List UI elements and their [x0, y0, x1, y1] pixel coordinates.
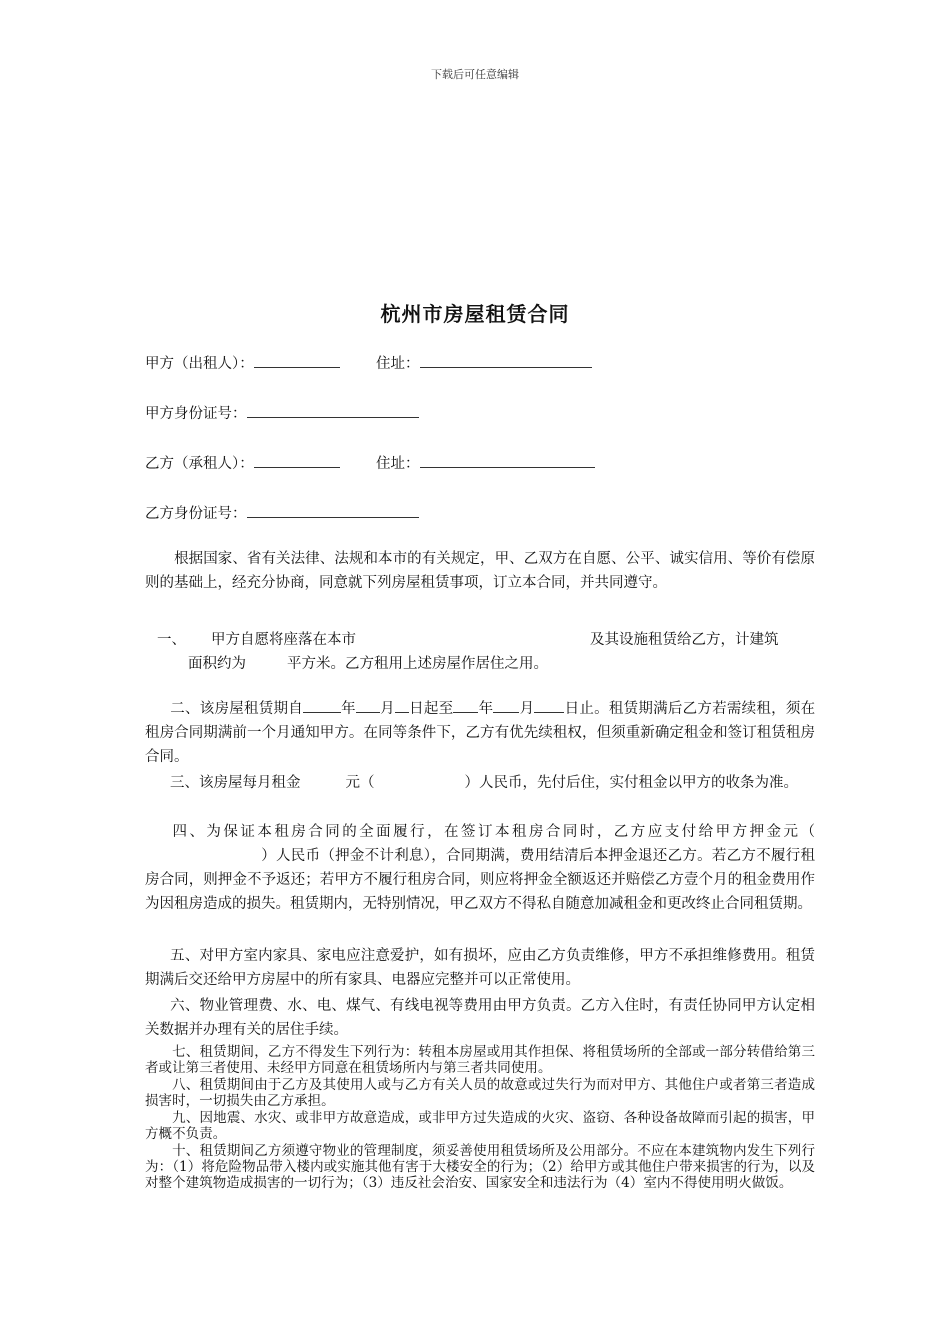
start-day-blank[interactable] [395, 698, 409, 713]
party-a-label: 甲方（出租人）： [145, 356, 254, 372]
end-month-blank[interactable] [493, 698, 519, 713]
clause-10: 十、租赁期间乙方须遵守物业的管理制度，须妥善使用租赁场所及公用部分。不应在本建筑物内发生下列行为：（1）将危险物品带入楼内或实施其他有害于大楼安全的行为；（2）给甲方或其他住户带来损害的行为，以及对整个建筑物造成损害的一切行为；（3）违反社会治安、国家安全和违法行为（4）室内不得使用明火做饭。 [145, 1143, 815, 1191]
start-year-blank[interactable] [303, 698, 341, 713]
clause-8: 八、租赁期间由于乙方及其使用人或与乙方有关人员的故意或过失行为而对甲方、其他住户或者第三者造成损害时，一切损失由乙方承担。 [145, 1077, 815, 1109]
header-note: 下载后可任意编辑 [431, 68, 519, 81]
party-b-row [145, 452, 340, 473]
party-a-row [145, 352, 340, 373]
party-a-id-row [145, 402, 419, 423]
party-a-address-label: 住址： [376, 356, 420, 372]
party-b-address-row [376, 452, 595, 473]
clause-1-num: 一、 [157, 632, 186, 648]
party-b-address-label: 住址： [376, 456, 420, 472]
party-b-id-label: 乙方身份证号： [145, 506, 247, 522]
party-a-address-row [376, 352, 592, 373]
clause-5: 五、对甲方室内家具、家电应注意爱护，如有损坏，应由乙方负责维修，甲方不承担维修费用。租赁期满后交还给甲方房屋中的所有家具、电器应完整并可以正常使用。 [145, 948, 815, 988]
clause-6: 六、物业管理费、水、电、煤气、有线电视等费用由甲方负责。乙方入住时，有责任协同甲方认定相关数据并办理有关的居住手续。 [145, 998, 815, 1038]
party-a-blank[interactable] [254, 353, 340, 368]
start-month-blank[interactable] [356, 698, 380, 713]
clause-9: 九、因地震、水灾、或非甲方故意造成，或非甲方过失造成的火灾、盗窃、各种设备故障而引起的损害，甲方概不负责。 [145, 1110, 815, 1142]
party-a-address-blank[interactable] [420, 353, 592, 368]
party-a-id-label: 甲方身份证号： [145, 406, 247, 422]
clause-2: 二、该房屋租赁期自 年 月 日起至 年 月 日止。租赁期满后乙方若需续租，须在租房合同期满前一个月通知甲方。在同等条件下，乙方有优先续租权，但须重新确定租金和签订租赁租房合同。 [145, 697, 815, 769]
clause-3: 三、该房屋每月租金 元（ ）人民币，先付后住，实付租金以甲方的收条为准。 [170, 775, 798, 791]
end-year-blank[interactable] [453, 698, 478, 713]
party-b-address-blank[interactable] [420, 453, 595, 468]
end-day-blank[interactable] [534, 698, 564, 713]
clause-1-text-a: 甲方自愿将座落在本市 [211, 632, 356, 648]
clause-1-text-b: 及其设施租赁给乙方，计建筑 [590, 632, 779, 648]
party-b-id-blank[interactable] [247, 503, 419, 518]
clause-4: 四、为保证本租房合同的全面履行，在签订本租房合同时，乙方应支付给甲方押金元（）人民币（押金不计利息），合同期满，费用结清后本押金退还乙方。若乙方不履行租房合同，则押金不予返还；若甲方不履行租房合同，则应将押金全额返还并赔偿乙方壹个月的租金费用作为因租房造成的损失。租赁期内，无特别情况，甲乙双方不得私自随意加减租金和更改终止合同租赁期。 [145, 824, 816, 912]
party-b-label: 乙方（承租人）： [145, 456, 254, 472]
clause-7: 七、租赁期间，乙方不得发生下列行为：转租本房屋或用其作担保、将租赁场所的全部或一部分转借给第三者或让第三者使用、未经甲方同意在租赁场所内与第三者共同使用。 [145, 1044, 815, 1076]
party-b-blank[interactable] [254, 453, 340, 468]
preamble: 根据国家、省有关法律、法规和本市的有关规定，甲、乙双方在自愿、公平、诚实信用、等价有偿原则的基础上，经充分协商，同意就下列房屋租赁事项，订立本合同，并共同遵守。 [145, 551, 815, 591]
clause-1-text-d: 平方米。乙方租用上述房屋作居住之用。 [287, 656, 548, 672]
party-a-id-blank[interactable] [247, 403, 419, 418]
clause-1-text-c: 面积约为 [188, 656, 246, 672]
contract-title: 杭州市房屋租赁合同 [380, 302, 570, 326]
party-b-id-row [145, 502, 419, 523]
